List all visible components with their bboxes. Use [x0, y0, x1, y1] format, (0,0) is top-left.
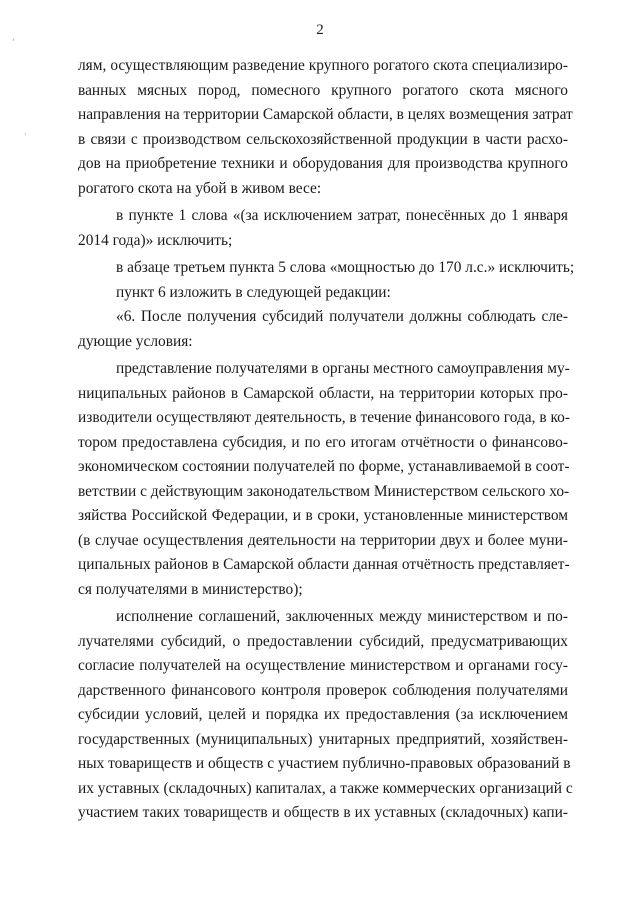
text-line: ванных мясных пород, помесного крупного рогатого скота мясного: [78, 81, 568, 99]
text-line: государственных (муниципальных) унитарных предприятий, хозяйствен-: [78, 730, 568, 748]
text-line: ных товариществ и обществ с участием публично-правовых образований в: [78, 755, 571, 772]
text-line: ниципальных районов в Самарской области, на территории которых про-: [78, 384, 568, 402]
text-line: рогатого скота на убой в живом весе:: [78, 179, 322, 197]
text-line: тором предоставлена субсидия, и по его итогам отчётности о финансово-: [78, 433, 568, 451]
text-line: пункт 6 изложить в следующей редакции:: [116, 283, 391, 301]
text-line: зяйства Российской Федерации, и в сроки, установленные министерством: [78, 507, 568, 524]
scan-speck: ·: [24, 130, 27, 140]
text-line: экономическом состоянии получателей по форме, устанавливаемой в соот-: [78, 458, 570, 475]
text-line: лям, осуществляющим разведение крупного рогатого скота специализиро-: [78, 57, 568, 74]
text-line: согласие получателей на осуществление министерством и органами госу-: [78, 657, 568, 674]
text-line: лучателями субсидий, о предоставлении субсидий, предусматривающих: [78, 632, 568, 650]
text-line: (в случае осуществления деятельности на территории двух и более муни-: [78, 531, 568, 549]
text-line: направления на территории Самарской области, в целях возмещения затрат: [78, 106, 573, 123]
text-line: ветствии с действующим законодательством Министерством сельского хо-: [78, 482, 570, 500]
text-line: в абзаце третьем пункта 5 слова «мощностью до 170 л.с.» исключить;: [116, 259, 575, 276]
text-line: дующие условия:: [78, 332, 193, 350]
text-line: 2014 года)» исключить;: [78, 231, 233, 249]
text-line: ся получателями в министерство);: [78, 580, 303, 598]
text-line: представление получателями в органы местного самоуправления му-: [116, 360, 570, 377]
text-line: субсидии условий, целей и порядка их предоставления (за исключением: [78, 706, 568, 723]
text-line: «6. После получения субсидий получатели должны соблюдать сле-: [116, 308, 568, 325]
text-line: дов на приобретение техники и оборудования для производства крупного: [78, 155, 568, 172]
text-line: исполнение соглашений, заключенных между министерством и по-: [116, 608, 568, 625]
text-line: их уставных (складочных) капиталах, а также коммерческих организаций с: [78, 779, 573, 797]
text-line: изводители осуществляют деятельность, в течение финансового года, в ко-: [78, 409, 570, 426]
text-line: ципальных районов в Самарской области данная отчётность представляет-: [78, 556, 570, 573]
document-body: [78, 54, 575, 826]
page-number: 2: [316, 22, 324, 38]
text-line: участием таких товариществ и обществ в их уставных (складочных) капи-: [78, 804, 568, 821]
scan-speck: ': [12, 38, 15, 48]
text-line: в пункте 1 слова «(за исключением затрат, понесённых до 1 января: [116, 207, 568, 224]
text-line: в связи с производством сельскохозяйственной продукции в части расхо-: [78, 130, 568, 148]
text-line: дарственного финансового контроля проверок соблюдения получателями: [78, 681, 568, 699]
